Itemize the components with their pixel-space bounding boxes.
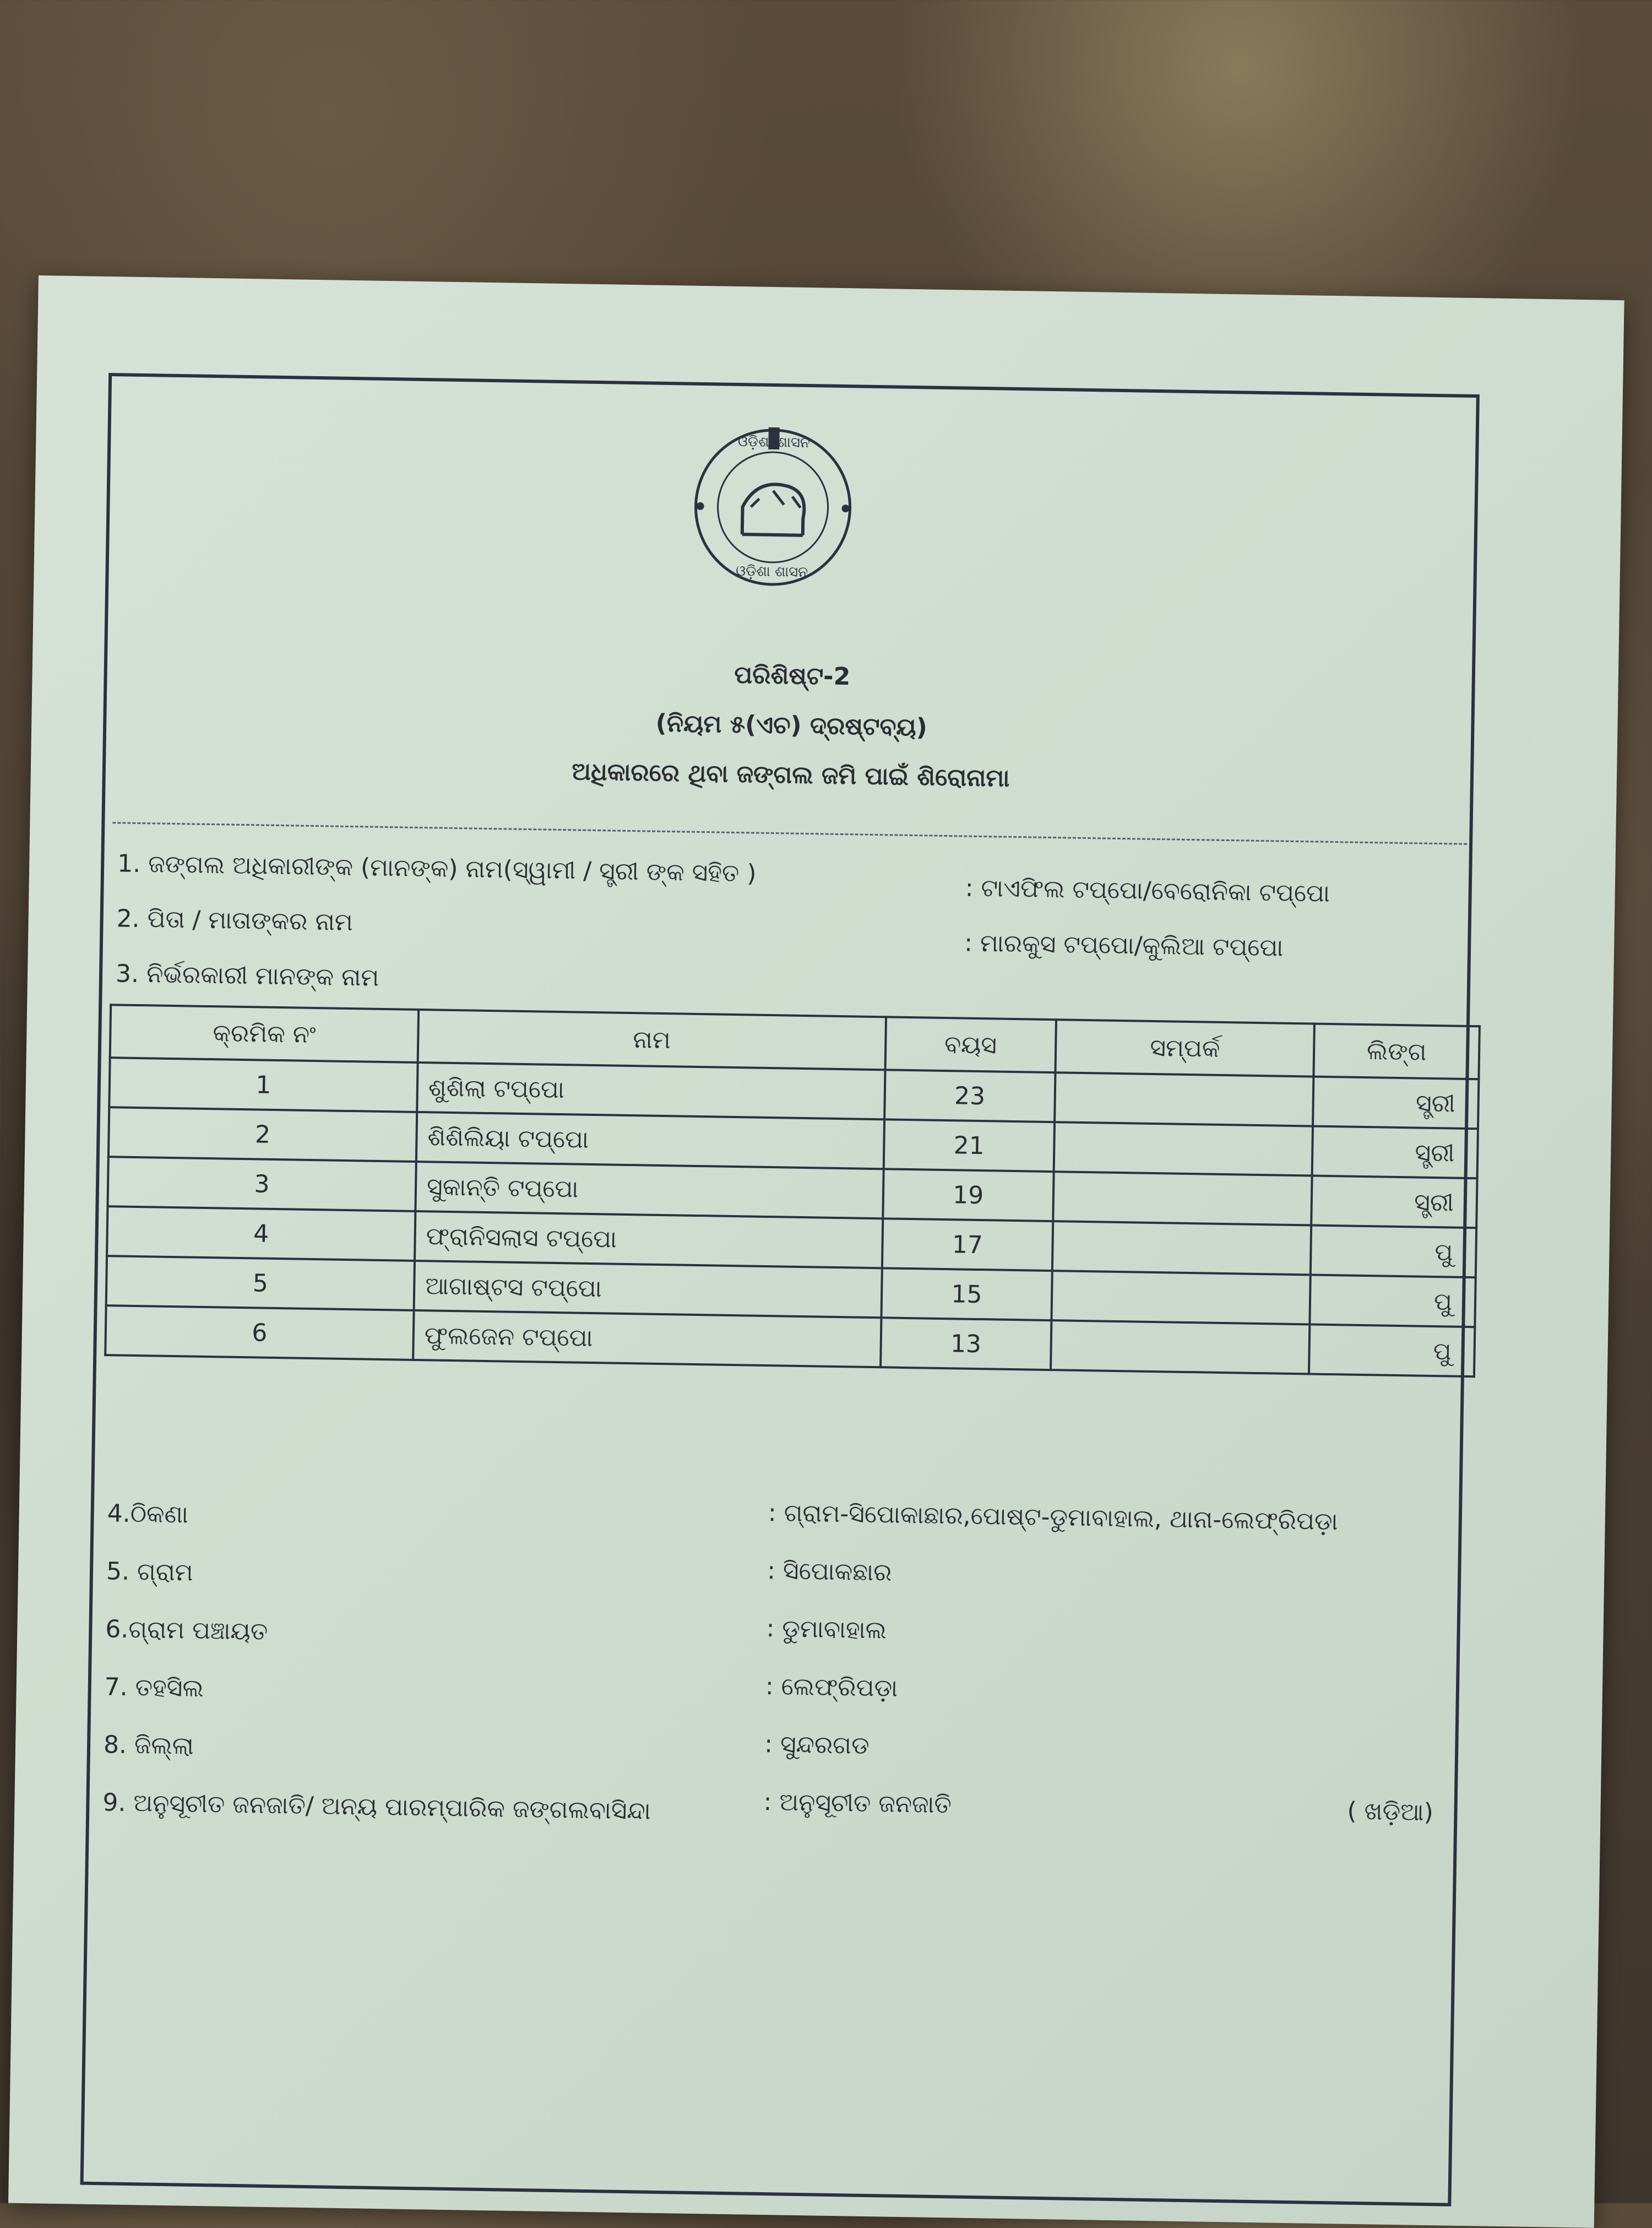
cell-name: ଫ୍ରାନିସଲାସ ଟପ୍ପୋ [415, 1211, 883, 1268]
field-label-tahasil: 7. ତହସିଲ [104, 1673, 204, 1703]
column-header-serial: କ୍ରମିକ ନଂ [110, 1005, 419, 1062]
cell-name: ଆଗାଷ୍ଟସ ଟପ୍ପୋ [414, 1261, 882, 1318]
appendix-title: ପରିଶିଷ୍ଟ-2 [733, 660, 851, 691]
dependents-table [104, 1004, 1481, 1378]
cell-name: ସୁକାନ୍ତି ଟପ୍ପୋ [415, 1162, 883, 1218]
cell-serial: 4 [107, 1206, 415, 1261]
column-header-name: ନାମ [418, 1010, 886, 1070]
cell-gender: ସ୍ତ୍ରୀ [1312, 1126, 1478, 1179]
cell-serial: 6 [105, 1305, 414, 1360]
cell-gender: ପୁ [1311, 1226, 1476, 1278]
field-label-address: 4.ଠିକଣା [107, 1499, 189, 1529]
odisha-government-emblem [689, 424, 857, 592]
cell-relation [1052, 1271, 1311, 1324]
field-label-holder-name: 1. ଜଙ୍ଗଲ ଅଧିକାରୀଙ୍କ (ମାନଙ୍କ) ନାମ(ସ୍ୱାମୀ / ସ୍ତ୍ରୀ ଙ୍କ ସହିତ ) [117, 849, 757, 888]
field-value-tahasil: : ଲେଫ୍ରିପଡ଼ା [765, 1672, 898, 1703]
cell-gender: ପୁ [1309, 1324, 1475, 1376]
column-header-gender: ଲିଙ୍ଗ [1314, 1024, 1480, 1080]
field-value-gram-panchayat: : ଡୁମାବାହାଲ [766, 1614, 887, 1645]
column-header-age: ବୟସ [885, 1017, 1056, 1072]
cell-serial: 1 [109, 1058, 417, 1112]
field-value-holder-name: : ଟାଏଫିଲ ଟପ୍ପୋ/ବେରୋନିକା ଟପ୍ପୋ [965, 874, 1330, 908]
cell-age: 21 [883, 1119, 1055, 1172]
field-value-tribe-name: ( ଖଡ଼ିଆ) [1347, 1797, 1434, 1827]
emblem-top-text: ଓଡ଼ିଶା ଶାସନ [737, 433, 811, 452]
cell-age: 15 [881, 1268, 1052, 1320]
field-value-address: : ଗ୍ରାମ-ସିପୋକାଛାର,ପୋଷ୍ଟ-ଡୁମାବାହାଲ, ଥାନା-ଲେଫ୍ରିପଡ଼ା [768, 1499, 1339, 1536]
cell-gender: ପୁ [1310, 1275, 1476, 1327]
field-label-tribe-category: 9. ଅନୁସୂଚୀତ ଜନଜାତି/ ଅନ୍ୟ ପାରମ୍ପାରିକ ଜଙ୍ଗଲବାସିନ୍ଦା [102, 1788, 651, 1825]
cell-age: 19 [883, 1169, 1054, 1221]
field-label-district: 8. ଜିଲ୍ଲା [103, 1731, 194, 1760]
cell-serial: 2 [108, 1107, 417, 1162]
cell-age: 23 [884, 1070, 1056, 1122]
emblem-bottom-text: ଓଡ଼ିଶା ଶାସନ [736, 562, 808, 581]
cell-age: 17 [882, 1218, 1053, 1271]
cell-name: ଶିଶିଲିୟା ଟପ୍ପୋ [416, 1112, 884, 1169]
cell-serial: 5 [106, 1256, 415, 1310]
cell-relation [1052, 1221, 1312, 1275]
field-label-parent-name: 2. ପିତା / ମାତାଙ୍କର ନାମ [116, 904, 354, 937]
cell-relation [1055, 1072, 1314, 1126]
field-label-gram-panchayat: 6.ଗ୍ରାମ ପଞ୍ଚାୟତ [105, 1615, 268, 1646]
column-header-relation: ସମ୍ପର୍କ [1056, 1020, 1315, 1076]
document-sheet [8, 275, 1624, 2228]
document-title: ଅଧିକାରରେ ଥିବା ଜଙ୍ଗଲ ଜମି ପାଇଁ ଶିରୋନାମା [571, 757, 1010, 793]
cell-name: ଶୁଶିଲା ଟପ୍ପୋ [417, 1062, 885, 1119]
cell-gender: ସ୍ତ୍ରୀ [1313, 1077, 1479, 1129]
cell-serial: 3 [107, 1157, 416, 1211]
cell-relation [1051, 1320, 1310, 1374]
field-value-district: : ସୁନ୍ଦରଗଡ [764, 1730, 870, 1760]
field-value-village: : ସିପୋକଛାର [767, 1557, 892, 1587]
cell-name: ଫୁଲଜେନ ଟପ୍ପୋ [413, 1310, 881, 1367]
cell-relation [1054, 1122, 1313, 1175]
cell-relation [1053, 1172, 1312, 1225]
cell-gender: ସ୍ତ୍ରୀ [1312, 1176, 1477, 1228]
field-label-village: 5. ଗ୍ରାମ [106, 1557, 194, 1587]
field-value-parent-name: : ମାରକୁସ ଟପ୍ପୋ/କୁଲିଆ ଟପ୍ପୋ [964, 929, 1284, 962]
field-label-dependents: 3. ନିର୍ଭରକାରୀ ମାନଙ୍କ ନାମ [115, 959, 379, 992]
cell-age: 13 [881, 1318, 1052, 1370]
rule-reference: (ନିୟମ ୫(ଏଚ) ଦ୍ରଷ୍ଟବ୍ୟ) [655, 709, 928, 742]
field-value-tribe-category: : ଅନୁସୂଚୀତ ଜନଜାତି [763, 1788, 952, 1819]
